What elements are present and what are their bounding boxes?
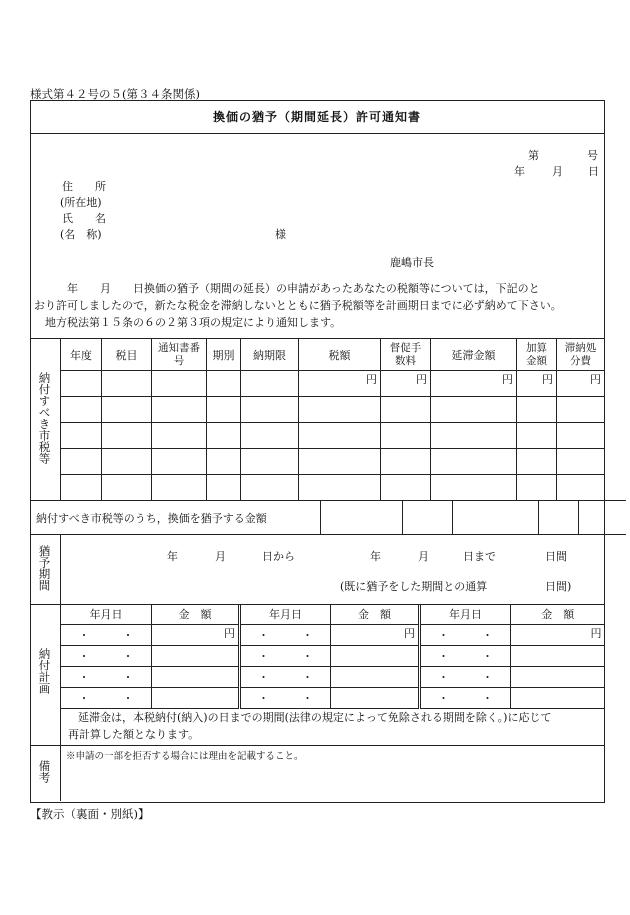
plan-section-label: 納付計画 [37, 648, 52, 694]
summary-label: 納付すべき市税等のうち，換価を猶予する金額 [30, 501, 320, 535]
date-dot: ・ [78, 650, 90, 663]
header-kibetsu: 期別 [207, 339, 241, 371]
plan-table [60, 604, 605, 709]
period-to-day: 日まで [463, 550, 496, 563]
header-tsuchisho: 通知書番号 [152, 339, 207, 371]
header-zeimoku: 税目 [102, 339, 152, 371]
header-kasan: 加算金額 [517, 339, 557, 371]
date-dot: ・ [302, 650, 313, 663]
date-dot: ・ [302, 629, 313, 642]
tax-summary-table [30, 500, 626, 535]
date-dot: ・ [482, 629, 493, 642]
date-dot: ・ [438, 692, 449, 705]
yen-unit: 円 [331, 625, 420, 646]
header-entai: 延滞金額 [431, 339, 517, 371]
period-section-label: 猶予期間 [37, 545, 52, 591]
address-label: 住 所 [62, 180, 106, 193]
table-row [61, 646, 605, 667]
table-row [61, 397, 605, 423]
table-row [61, 667, 605, 688]
date-dot: ・ [78, 671, 90, 684]
company-name-label: (名 称) [60, 228, 102, 241]
location-label: (所在地) [60, 196, 102, 209]
table-row [61, 475, 605, 501]
tax-table [60, 338, 605, 501]
table-row [61, 423, 605, 449]
date-year: 年 [514, 165, 525, 178]
period-from-month: 月 [215, 550, 226, 563]
name-label: 氏 名 [62, 212, 106, 225]
period-from-day: 日から [262, 550, 295, 563]
plan-header-date: 年月日 [420, 604, 511, 625]
table-row [61, 625, 605, 646]
date-dot: ・ [482, 692, 493, 705]
yen-unit: 円 [511, 625, 605, 646]
body-text-line-3: 地方税法第１５条の６の２第３項の規定により通知します。 [34, 316, 342, 329]
date-dot: ・ [122, 650, 134, 663]
header-shobunhi: 滞納処分費 [557, 339, 605, 371]
date-dot: ・ [258, 650, 269, 663]
date-day: 日 [588, 165, 599, 178]
yen-unit: 円 [557, 371, 605, 397]
date-dot: ・ [258, 692, 269, 705]
date-dot: ・ [122, 629, 134, 642]
date-dot: ・ [122, 692, 134, 705]
date-dot: ・ [78, 629, 90, 642]
date-dot: ・ [78, 692, 90, 705]
yen-unit: 円 [517, 371, 557, 397]
body-text-line-2: おり許可しましたので，新たな税金を滞納しないとともに猶予税額等を計画期日までに必ず納めて下さい。 [34, 299, 562, 312]
tax-cell [102, 371, 152, 397]
issuer-name: 鹿嶋市長 [390, 256, 434, 269]
period-cumulative-days: 日間) [545, 580, 572, 593]
yen-unit: 円 [299, 371, 381, 397]
instruction-footer: 【教示（裏面・別紙)】 [30, 807, 150, 821]
plan-header-amount: 金 額 [511, 604, 605, 625]
date-dot: ・ [122, 671, 134, 684]
period-to-month: 月 [418, 550, 429, 563]
body-text-line-1: 年 月 日換価の猶予（期間の延長）の申請があったあなたの税額等については，下記のと [34, 282, 540, 295]
tax-cell [152, 371, 207, 397]
date-dot: ・ [258, 671, 269, 684]
date-dot: ・ [482, 671, 493, 684]
plan-header-date: 年月日 [240, 604, 331, 625]
date-dot: ・ [438, 629, 449, 642]
date-dot: ・ [482, 650, 493, 663]
header-nendo: 年度 [61, 339, 102, 371]
table-row [61, 449, 605, 475]
tax-cell [241, 371, 299, 397]
form-reference: 様式第４２号の５(第３４条関係) [30, 87, 200, 101]
number-go: 号 [587, 149, 598, 162]
table-row [61, 688, 605, 709]
period-to-year: 年 [370, 550, 381, 563]
header-nokigen: 納期限 [241, 339, 299, 371]
period-days: 日間 [545, 550, 567, 563]
plan-header-date: 年月日 [61, 604, 152, 625]
plan-header-amount: 金 額 [331, 604, 420, 625]
tax-cell [207, 371, 241, 397]
document-title: 換価の猶予（期間延長）許可通知書 [212, 110, 421, 124]
tax-cell [61, 371, 102, 397]
yen-unit: 円 [431, 371, 517, 397]
remarks-note: ※申請の一部を拒否する場合には理由を記載すること。 [66, 751, 304, 762]
date-dot: ・ [438, 650, 449, 663]
number-dai: 第 [528, 149, 539, 162]
header-tokusoku: 督促手数料 [381, 339, 431, 371]
date-dot: ・ [302, 692, 313, 705]
yen-unit: 円 [152, 625, 240, 646]
honorific-sama: 様 [275, 228, 286, 241]
date-month: 月 [552, 165, 563, 178]
yen-unit: 円 [381, 371, 431, 397]
date-dot: ・ [258, 629, 269, 642]
date-dot: ・ [438, 671, 449, 684]
plan-note-line-1: 延滞金は，本税納付(納入)の日までの期間(法律の規定によって免除される期間を除く。)に応じて [78, 711, 552, 724]
plan-note-line-2: 再計算した額となります。 [68, 728, 200, 741]
tax-section-label: 納付すべき市税等 [37, 372, 52, 464]
plan-header-amount: 金 額 [152, 604, 240, 625]
date-dot: ・ [302, 671, 313, 684]
period-cumulative-prefix: (既に猶予をした期間との通算 [340, 580, 488, 593]
header-zeigaku: 税額 [299, 339, 381, 371]
remarks-section-label: 備考 [37, 760, 52, 783]
period-from-year: 年 [167, 550, 178, 563]
